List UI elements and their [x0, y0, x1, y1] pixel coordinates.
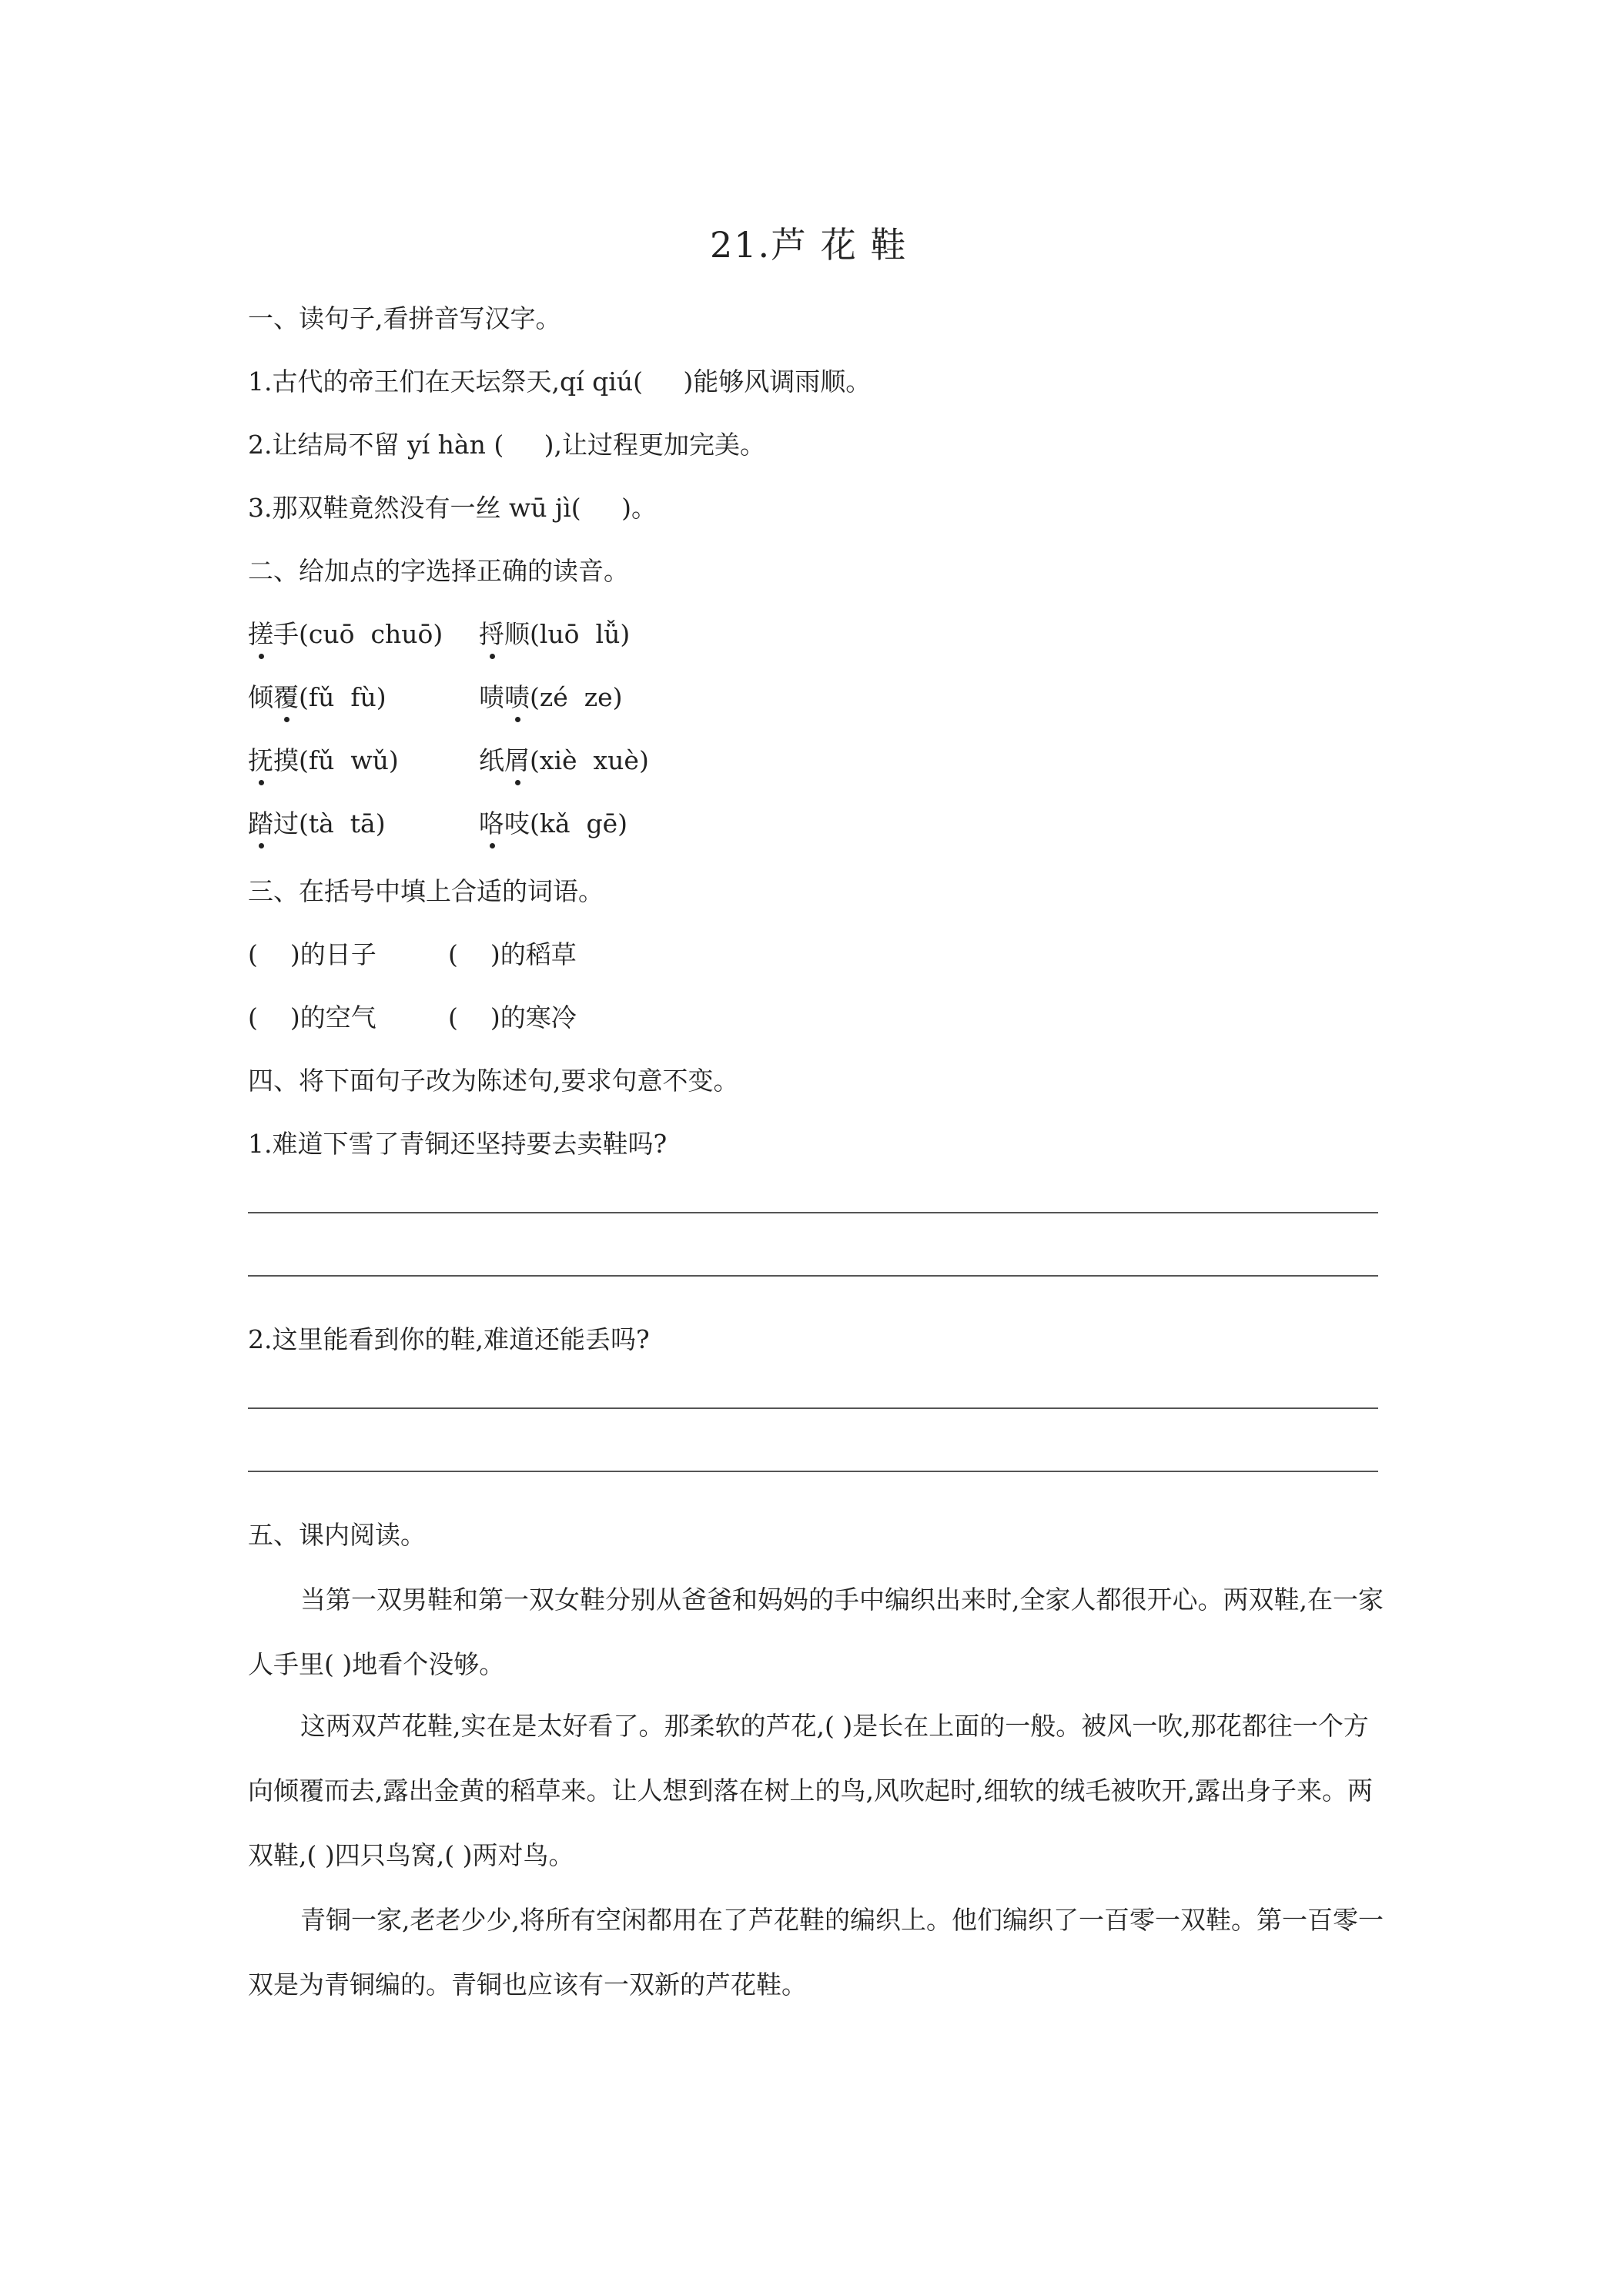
s2-item-lvshun [479, 619, 630, 650]
s2-item-text: 摸(fǔ wǔ) [273, 745, 399, 775]
dotted-char: 啧 [504, 682, 530, 712]
s2-item-zhixie [479, 745, 649, 776]
s2-item-qingfu [248, 682, 387, 713]
s2-item-cuoshou [248, 619, 443, 650]
s2-item-text: 倾 [248, 682, 273, 712]
answer-line [248, 1471, 1378, 1472]
dotted-char: 搓 [248, 619, 273, 649]
s2-item-text: (zé ze) [530, 682, 623, 712]
paragraph-text: 当第一双男鞋和第一双女鞋分别从爸爸和妈妈的手中编织出来时,全家人都很开心。两双鞋,在一家人手里( )地看个没够。 [248, 1585, 1384, 1679]
answer-line [248, 1212, 1378, 1213]
answer-line [248, 1407, 1378, 1409]
section-2-heading: 二、给加点的字选择正确的读音。 [248, 556, 629, 586]
reading-paragraph-1 [248, 1568, 1386, 1697]
s2-item-text: 过(tà tā) [273, 808, 386, 838]
s3-blank: ( )的寒冷 [448, 1002, 577, 1033]
s2-item-text: (xiè xuè) [530, 745, 649, 775]
paragraph-text: 青铜一家,老老少少,将所有空闲都用在了芦花鞋的编织上。他们编织了一百零一双鞋。第一百零一双是为青铜编的。青铜也应该有一双新的芦花鞋。 [248, 1905, 1384, 2000]
s2-item-text: 纸 [479, 745, 504, 775]
s3-blank: ( )的空气 [248, 1002, 376, 1033]
s2-item-text: 吱(kǎ gē) [504, 808, 628, 838]
dotted-char: 咯 [479, 808, 504, 838]
dotted-char: 抚 [248, 745, 273, 775]
s2-item-text: 手(cuō chuō) [273, 619, 443, 649]
s1-question-2: 2.让结局不留 yí hàn ( ),让过程更加完美。 [248, 430, 766, 460]
s1-question-1: 1.古代的帝王们在天坛祭天,qí qiú( )能够风调雨顺。 [248, 366, 872, 397]
s2-item-text: 顺(luō lǚ) [504, 619, 631, 649]
page-title: 21.芦 花 鞋 [710, 224, 908, 266]
s2-item-taguo [248, 808, 386, 839]
dotted-char: 屑 [504, 745, 530, 775]
section-1-heading: 一、读句子,看拼音写汉字。 [248, 303, 561, 333]
dotted-char: 捋 [479, 619, 504, 649]
paragraph-text: 这两双芦花鞋,实在是太好看了。那柔软的芦花,( )是长在上面的一般。被风一吹,那花都往一个方向倾覆而去,露出金黄的稻草来。让人想到落在树上的鸟,风吹起时,细软的绒毛被吹开,露出身子来。两双鞋,( )四只鸟窝,( )两对鸟。 [248, 1711, 1373, 1870]
section-5-heading: 五、课内阅读。 [248, 1520, 426, 1550]
s2-item-fumo [248, 745, 399, 776]
s2-item-text: (fǔ fù) [299, 682, 387, 712]
s2-item-gezhi [479, 808, 627, 839]
dotted-char: 覆 [273, 682, 299, 712]
s3-blank: ( )的日子 [248, 939, 376, 969]
section-4-heading: 四、将下面句子改为陈述句,要求句意不变。 [248, 1066, 739, 1096]
answer-line [248, 1275, 1378, 1277]
reading-paragraph-2 [248, 1694, 1386, 1888]
dotted-char: 踏 [248, 808, 273, 838]
s3-blank: ( )的稻草 [448, 939, 577, 969]
s2-item-text: 啧 [479, 682, 504, 712]
s2-item-zeze [479, 682, 623, 713]
s4-question-2: 2.这里能看到你的鞋,难道还能丢吗? [248, 1324, 650, 1354]
s4-question-1: 1.难道下雪了青铜还坚持要去卖鞋吗? [248, 1129, 668, 1159]
reading-paragraph-3 [248, 1888, 1386, 2017]
s1-question-3: 3.那双鞋竟然没有一丝 wū jì( )。 [248, 493, 657, 523]
section-3-heading: 三、在括号中填上合适的词语。 [248, 876, 604, 906]
